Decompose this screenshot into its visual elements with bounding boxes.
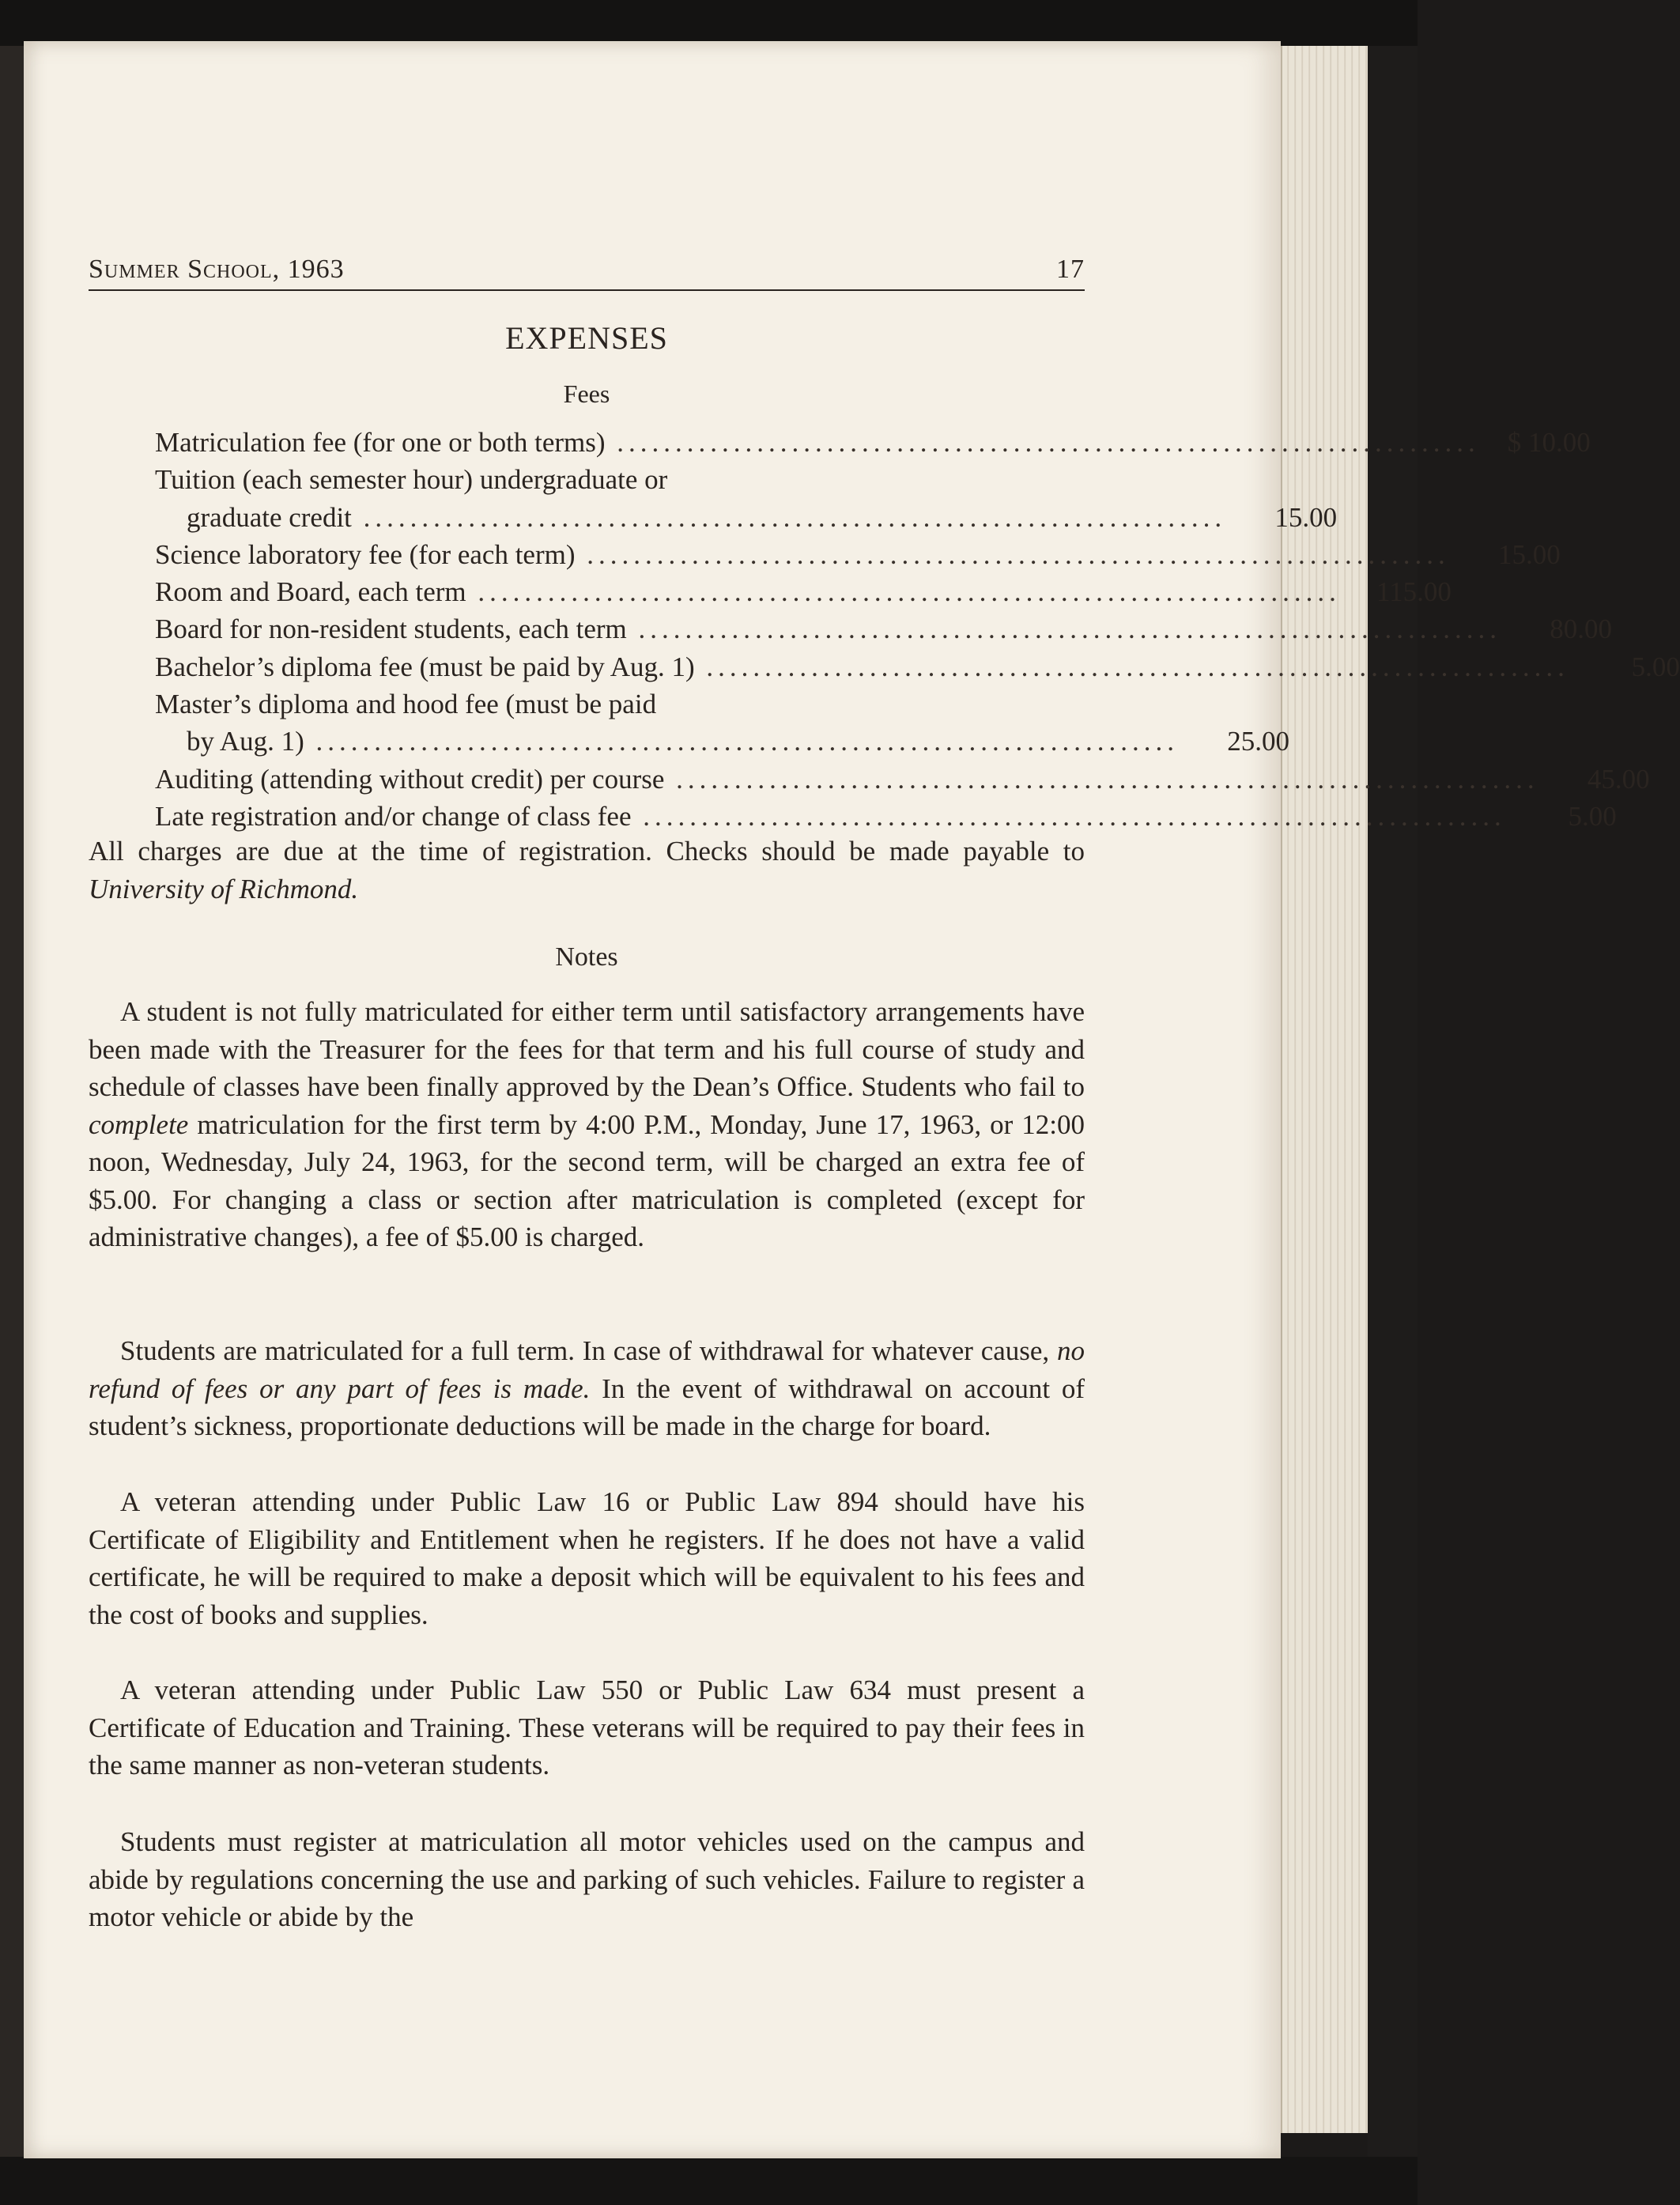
fee-row (155, 573, 1452, 610)
fee-label: by Aug. 1) (187, 726, 304, 757)
notes-text: A student is not fully matriculated for either term until satisfactory arrangements have been made with the Treasurer for the fees for that term and his full course of study and schedule of classes have been finally approved by the Dean’s Office. Students who fail to (89, 996, 1085, 1102)
fee-row (155, 424, 1591, 461)
fee-label: Science laboratory fee (for each term) (155, 538, 576, 570)
section-heading-expenses: EXPENSES (505, 320, 668, 356)
scan-bottom-border (0, 2157, 1418, 2205)
fee-row (155, 723, 1289, 760)
subheading-notes: Notes (555, 942, 618, 972)
fee-label: Bachelor’s diploma fee (must be paid by Aug. 1) (155, 651, 695, 682)
notes-emphasis: no refund of fees or any part of fees is made. (89, 1335, 1085, 1404)
book-page-edges (1281, 46, 1369, 2133)
charges-note (89, 833, 1085, 908)
fee-row (155, 461, 1021, 498)
fee-label: Matriculation fee (for one or both terms) (155, 427, 606, 458)
leader-dots: .......................................................................... (631, 800, 1506, 832)
fee-label: Tuition (each semester hour) undergraduate or (155, 464, 668, 496)
notes-paragraph-motor-vehicles: Students must register at matriculation all motor vehicles used on the campus and abide by regulations concerning the use and parking of such vehicles. Failure to register a motor vehicle or abide by the (89, 1826, 1085, 1932)
book-spine-edge (0, 46, 24, 2157)
notes-text: In the event of withdrawal on account of student’s sickness, proportionate deductions will be made in the charge for board. (89, 1372, 1085, 1441)
fee-table (155, 424, 1680, 835)
fee-amount: 5.00 (1568, 800, 1617, 832)
fee-row (155, 536, 1561, 573)
running-head-title: Summer School, 1963 (89, 255, 345, 284)
leader-dots: .......................................................................... (626, 614, 1502, 645)
notes-text: Students are matriculated for a full term. In case of withdrawal for whatever cause, (120, 1335, 1057, 1366)
notes-text: matriculation for the first term by 4:00 P.M., Monday, June 17, 1963, or 12:00 noon, Wednesday, July 24, 1963, for the second term, will be charged an extra fee of $5.00. For changing a class or section after matriculation is completed (except for administrative changes), a fee of $5.00 is charged. (89, 1108, 1085, 1252)
notes-paragraph-matriculation (89, 993, 1085, 1256)
leader-dots: .......................................................................... (351, 501, 1227, 533)
leader-dots: .......................................................................... (605, 427, 1480, 458)
fee-label: Auditing (attending without credit) per course (155, 763, 665, 795)
subheading-fees: Fees (563, 379, 610, 408)
fee-amount: 115.00 (1376, 576, 1452, 608)
leader-dots: .......................................................................... (575, 538, 1450, 570)
fee-amount: 15.00 (1498, 538, 1561, 570)
fee-label: Late registration and/or change of class fee (155, 800, 632, 832)
page-number: 17 (1056, 255, 1085, 284)
fee-amount: 80.00 (1550, 614, 1613, 645)
fee-amount: 15.00 (1274, 501, 1338, 533)
fee-row (155, 648, 1680, 685)
fee-row (155, 685, 1021, 723)
leader-dots: .......................................................................... (304, 726, 1179, 757)
charges-note-text: All charges are due at the time of registration. Checks should be made payable to (89, 836, 1085, 867)
notes-paragraph-withdrawal (89, 1332, 1085, 1445)
fee-label: Room and Board, each term (155, 576, 466, 608)
fee-row (155, 499, 1338, 536)
notes-emphasis: complete (89, 1108, 189, 1140)
leader-dots: .......................................................................... (694, 651, 1569, 682)
payee-name: University of Richmond. (89, 873, 359, 904)
fee-row (155, 761, 1650, 798)
running-head (89, 255, 1085, 291)
notes-paragraph-veteran-pl16: A veteran attending under Public Law 16 or Public Law 894 should have his Certificate of Eligibility and Entitlement when he registers. If he does not have a valid certificate, he will be required to make a deposit which will be equivalent to his fees and the cost of books and supplies. (89, 1486, 1085, 1630)
fee-amount: $ 10.00 (1507, 427, 1591, 458)
leader-dots: .......................................................................... (664, 763, 1539, 795)
fee-label: graduate credit (187, 501, 352, 533)
fee-row (155, 798, 1617, 835)
fee-label: Board for non-resident students, each term (155, 614, 627, 645)
book-page (24, 41, 1680, 2158)
fee-row (155, 610, 1613, 648)
fee-amount: 45.00 (1587, 763, 1650, 795)
leader-dots: .......................................................................... (466, 576, 1341, 608)
scan-right-border (1368, 46, 1418, 2205)
page-content (24, 41, 1680, 2158)
fee-amount: 25.00 (1227, 726, 1289, 757)
fee-amount: 5.00 (1631, 651, 1680, 682)
notes-paragraph-veteran-pl550: A veteran attending under Public Law 550 or Public Law 634 must present a Certificate of Education and Training. These veterans will be required to pay their fees in the same manner as non-veteran students. (89, 1675, 1085, 1780)
scan-top-border (0, 0, 1418, 46)
fee-label: Master’s diploma and hood fee (must be paid (155, 689, 657, 720)
